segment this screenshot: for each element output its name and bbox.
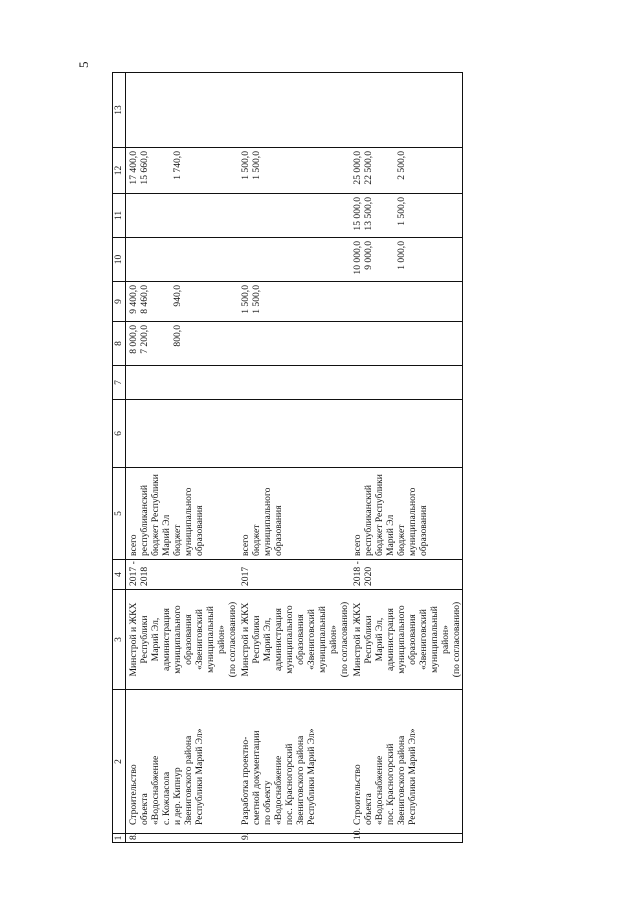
years-cell [126, 560, 239, 590]
column-header-11: 11 [113, 194, 126, 238]
amount-cell-8 [350, 322, 463, 366]
object-name-line: Республики Марий Эл» [194, 728, 205, 825]
table-row [238, 73, 350, 843]
object-name-line: сметной документации [251, 730, 262, 825]
spacer [150, 241, 161, 278]
spacer [374, 241, 385, 278]
executor-line: администрация [385, 608, 396, 671]
object-name-line: «Водоснабжение [150, 755, 161, 825]
row-number: 10. [352, 828, 363, 840]
funding-source-group [240, 471, 251, 556]
funding-source-line: всего [128, 534, 139, 556]
empty-cell-6 [126, 400, 239, 468]
spacer [385, 197, 396, 234]
spacer [161, 325, 172, 362]
empty-cell-6 [238, 400, 350, 468]
amount-cell-10 [350, 238, 463, 282]
page-number: 5 [76, 61, 91, 68]
funding-source-line: муниципального [262, 487, 273, 556]
amount-value: 1 500,0 [240, 151, 251, 180]
empty-cell-7 [350, 366, 463, 400]
executor-line: Минстрой и ЖКХ [128, 602, 139, 677]
object-name-line: Звениговского района [396, 735, 407, 825]
amount-value: 1 500,0 [251, 285, 262, 314]
column-header-10: 10 [113, 238, 126, 282]
executor-line: муниципальный [429, 606, 440, 673]
funding-source-line: бюджет Республики [374, 474, 385, 556]
funding-source-cell [350, 468, 463, 560]
year-line: 2020 [363, 566, 374, 586]
object-name-line: Строительство [352, 764, 363, 825]
funding-source-line: бюджет [396, 524, 407, 556]
amount-value [240, 325, 251, 362]
amount-value: 1 000,0 [396, 241, 407, 270]
object-name-cell [126, 690, 239, 834]
row-number-cell [126, 834, 239, 843]
funding-source-line: муниципального [407, 487, 418, 556]
year-line: 2017 - [128, 561, 139, 586]
amount-value [172, 197, 183, 234]
executor-line: Марий Эл, [374, 617, 385, 662]
amount-value: 2 500,0 [396, 151, 407, 180]
executor-line: образования [295, 614, 306, 665]
amount-value [139, 241, 150, 278]
object-name-line: «Водоснабжение [374, 755, 385, 825]
spacer [150, 285, 161, 318]
funding-source-line: всего [352, 534, 363, 556]
executor-line: район» [216, 625, 227, 654]
column-header-2: 2 [113, 690, 126, 834]
column-header-6: 6 [113, 400, 126, 468]
funding-source-line: Марий Эл [161, 514, 172, 556]
executor-line: муниципальный [205, 606, 216, 673]
column-header-12: 12 [113, 148, 126, 194]
column-header-8: 8 [113, 322, 126, 366]
spacer [161, 151, 172, 190]
amount-value: 15 660,0 [139, 151, 150, 185]
empty-cell-7 [238, 366, 350, 400]
empty-cell-13 [126, 73, 239, 148]
amount-value: 13 500,0 [363, 197, 374, 231]
spacer [385, 151, 396, 190]
spacer [150, 151, 161, 190]
funding-source-cell [238, 468, 350, 560]
amount-value: 9 400,0 [128, 285, 139, 314]
executor-line: «Звениговский [194, 609, 205, 670]
executor-line: (по согласованию) [451, 601, 462, 678]
object-name-cell [350, 690, 463, 834]
amount-value: 1 500,0 [240, 285, 251, 314]
amount-value [363, 285, 374, 318]
amount-value [251, 197, 262, 234]
spacer [374, 197, 385, 234]
executor-cell [238, 590, 350, 690]
funding-source-line: всего [240, 534, 251, 556]
executor-line: Минстрой и ЖКХ [352, 602, 363, 677]
amount-value: 1 740,0 [172, 151, 183, 180]
object-name-line: Республики Марий Эл» [306, 728, 317, 825]
executor-line: образования [183, 614, 194, 665]
executor-line: муниципального [172, 605, 183, 674]
amount-value: 940,0 [172, 285, 183, 307]
spacer [374, 325, 385, 362]
executor-line: «Звениговский [418, 609, 429, 670]
object-name-line: объекта [139, 793, 150, 825]
empty-cell-7 [126, 366, 239, 400]
amount-value: 22 500,0 [363, 151, 374, 185]
object-name-line: Звениговского района [183, 735, 194, 825]
amount-cell-9 [126, 282, 239, 322]
amount-cell-8 [126, 322, 239, 366]
object-name-line: по объекту [262, 780, 273, 825]
executor-line: Минстрой и ЖКХ [240, 602, 251, 677]
executor-line: (по согласованию) [339, 601, 350, 678]
header-row [113, 73, 126, 843]
executor-line: администрация [161, 608, 172, 671]
amount-value [139, 197, 150, 234]
executor-line: Марий Эл, [262, 617, 273, 662]
funding-source-line: бюджет [251, 524, 262, 556]
executor-cell [126, 590, 239, 690]
funding-source-group [128, 471, 139, 556]
budget-table [112, 72, 463, 843]
amount-value: 7 200,0 [139, 325, 150, 354]
empty-cell-6 [350, 400, 463, 468]
spacer [385, 241, 396, 278]
amount-cell-12 [238, 148, 350, 194]
table-body [126, 73, 463, 843]
amount-cell-9 [350, 282, 463, 322]
amount-value [396, 285, 407, 318]
amount-value [172, 241, 183, 278]
funding-source-line: республиканский [363, 484, 374, 556]
amount-value: 9 000,0 [363, 241, 374, 270]
object-name-line: Строительство [128, 764, 139, 825]
funding-source-group [172, 471, 205, 556]
amount-value: 8 460,0 [139, 285, 150, 314]
amount-cell-10 [126, 238, 239, 282]
spacer [374, 285, 385, 318]
amount-value: 8 000,0 [128, 325, 139, 354]
executor-line: администрация [273, 608, 284, 671]
funding-source-line: образования [194, 505, 205, 556]
funding-source-line: республиканский [139, 484, 150, 556]
table-row [126, 73, 239, 843]
funding-source-group [396, 471, 429, 556]
funding-source-line: Марий Эл [385, 514, 396, 556]
executor-line: Республики [363, 615, 374, 664]
amount-value [240, 197, 251, 234]
executor-line: «Звениговский [306, 609, 317, 670]
funding-source-line: образования [273, 505, 284, 556]
executor-line: район» [328, 625, 339, 654]
rotated-table-container [112, 73, 552, 843]
amount-value: 25 000,0 [352, 151, 363, 185]
spacer [150, 197, 161, 234]
executor-line: район» [440, 625, 451, 654]
amount-cell-12 [126, 148, 239, 194]
amount-value: 1 500,0 [396, 197, 407, 226]
executor-line: образования [407, 614, 418, 665]
amount-cell-10 [238, 238, 350, 282]
years-cell [238, 560, 350, 590]
amount-value [352, 285, 363, 318]
column-header-1: 1 [113, 834, 126, 843]
executor-line: муниципального [396, 605, 407, 674]
executor-line: (по согласованию) [227, 601, 238, 678]
funding-source-line: муниципального [183, 487, 194, 556]
column-header-5: 5 [113, 468, 126, 560]
amount-value [251, 325, 262, 362]
object-name-line: Республики Марий Эл» [407, 728, 418, 825]
row-number: 8. [128, 832, 139, 840]
row-number-cell [238, 834, 350, 843]
funding-source-line: бюджет [172, 524, 183, 556]
amount-value: 17 400,0 [128, 151, 139, 185]
row-number: 9. [240, 832, 251, 840]
executor-cell [350, 590, 463, 690]
executor-line: Республики [251, 615, 262, 664]
executor-line: муниципальный [317, 606, 328, 673]
funding-source-group [251, 471, 284, 556]
executor-line: муниципального [284, 605, 295, 674]
column-header-4: 4 [113, 560, 126, 590]
amount-cell-11 [238, 194, 350, 238]
object-name-line: «Водоснабжение [273, 755, 284, 825]
amount-value: 10 000,0 [352, 241, 363, 275]
funding-source-group [363, 471, 396, 556]
amount-value [240, 241, 251, 278]
amount-value [396, 325, 407, 362]
amount-value [128, 197, 139, 234]
amount-value: 1 500,0 [251, 151, 262, 180]
empty-cell-13 [350, 73, 463, 148]
funding-source-line: образования [418, 505, 429, 556]
column-header-9: 9 [113, 282, 126, 322]
amount-cell-11 [126, 194, 239, 238]
column-header-3: 3 [113, 590, 126, 690]
spacer [150, 325, 161, 362]
amount-value [251, 241, 262, 278]
spacer [385, 285, 396, 318]
executor-line: Республики [139, 615, 150, 664]
object-name-line: и дер. Кипнур [172, 767, 183, 825]
amount-value: 15 000,0 [352, 197, 363, 231]
object-name-line: объекта [363, 793, 374, 825]
amount-value [128, 241, 139, 278]
object-name-line: Разработка проектно- [240, 736, 251, 825]
amount-cell-9 [238, 282, 350, 322]
executor-line: Марий Эл, [150, 617, 161, 662]
column-header-13: 13 [113, 73, 126, 148]
year-line: 2018 - [352, 561, 363, 586]
spacer [161, 197, 172, 234]
spacer [385, 325, 396, 362]
spacer [374, 151, 385, 190]
amount-value [352, 325, 363, 362]
funding-source-group [352, 471, 363, 556]
amount-cell-12 [350, 148, 463, 194]
object-name-line: Звениговского района [295, 735, 306, 825]
amount-cell-8 [238, 322, 350, 366]
empty-cell-13 [238, 73, 350, 148]
spacer [161, 285, 172, 318]
object-name-cell [238, 690, 350, 834]
amount-value [363, 325, 374, 362]
spacer [161, 241, 172, 278]
year-line: 2018 [139, 566, 150, 586]
amount-cell-11 [350, 194, 463, 238]
object-name-line: пос. Красногорский [284, 743, 295, 825]
row-number-cell [350, 828, 463, 843]
year-line: 2017 [240, 566, 251, 586]
amount-value: 800,0 [172, 325, 183, 347]
funding-source-group [139, 471, 172, 556]
table-row [350, 73, 463, 843]
funding-source-line: бюджет Республики [150, 474, 161, 556]
object-name-line: пос. Красногорский [385, 743, 396, 825]
object-name-line: с. Кожласола [161, 771, 172, 825]
funding-source-cell [126, 468, 239, 560]
column-header-7: 7 [113, 366, 126, 400]
years-cell [350, 560, 463, 590]
